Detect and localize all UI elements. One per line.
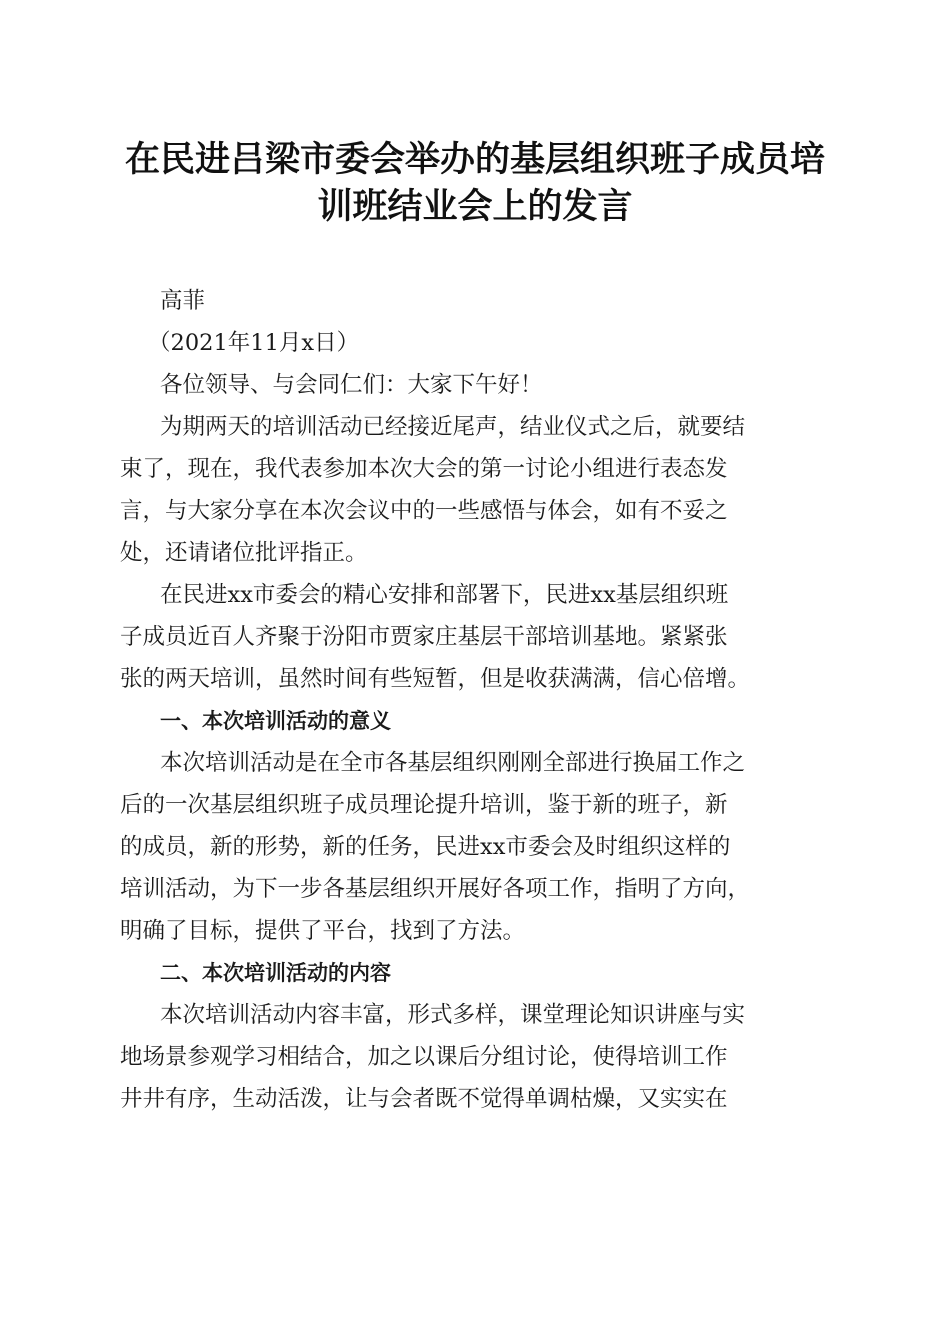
paragraph-4-line-2: 地场景参观学习相结合，加之以课后分组讨论，使得培训工作 — [120, 1044, 728, 1070]
paragraph-3-line-2: 后的一次基层组织班子成员理论提升培训，鉴于新的班子，新 — [120, 792, 728, 818]
paragraph-4 — [120, 994, 832, 1120]
section-heading-1: 一、本次培训活动的意义 — [160, 709, 391, 733]
document-title — [100, 136, 850, 230]
paragraph-2 — [120, 574, 832, 700]
section-heading-2: 二、本次培训活动的内容 — [160, 961, 391, 985]
paragraph-1-line-4: 处，还请诸位批评指正。 — [120, 540, 368, 566]
greeting: 各位领导、与会同仁们：大家下午好！ — [160, 372, 543, 398]
paragraph-1-line-3: 言，与大家分享在本次会议中的一些感悟与体会，如有不妥之 — [120, 498, 728, 524]
author: 高菲 — [160, 288, 206, 314]
paragraph-2-line-2: 子成员近百人齐聚于汾阳市贾家庄基层干部培训基地。紧紧张 — [120, 624, 728, 650]
title-line-1: 在民进吕梁市委会举办的基层组织班子成员培 — [124, 139, 825, 180]
paragraph-2-line-1: 在民进xx市委会的精心安排和部署下，民进xx基层组织班 — [160, 582, 729, 608]
paragraph-1 — [120, 406, 832, 574]
date: （2021年11月x日） — [148, 330, 360, 356]
paragraph-3-line-5: 明确了目标，提供了平台，找到了方法。 — [120, 918, 526, 944]
greeting-line — [120, 364, 832, 406]
paragraph-3 — [120, 742, 832, 952]
paragraph-2-line-3: 张的两天培训，虽然时间有些短暂，但是收获满满，信心倍增。 — [120, 666, 751, 692]
date-line — [120, 322, 832, 364]
title-line-2: 训班结业会上的发言 — [317, 186, 633, 227]
paragraph-3-line-3: 的成员，新的形势，新的任务，民进xx市委会及时组织这样的 — [120, 834, 731, 860]
paragraph-3-line-4: 培训活动，为下一步各基层组织开展好各项工作，指明了方向， — [120, 876, 751, 902]
document-body — [120, 280, 832, 1120]
paragraph-1-line-1: 为期两天的培训活动已经接近尾声，结业仪式之后，就要结 — [160, 414, 746, 440]
paragraph-1-line-2: 束了，现在，我代表参加本次大会的第一讨论小组进行表态发 — [120, 456, 728, 482]
author-line — [120, 280, 832, 322]
paragraph-4-line-3: 井井有序，生动活泼，让与会者既不觉得单调枯燥，又实实在 — [120, 1086, 728, 1112]
paragraph-4-line-1: 本次培训活动内容丰富，形式多样，课堂理论知识讲座与实 — [160, 1002, 746, 1028]
paragraph-3-line-1: 本次培训活动是在全市各基层组织刚刚全部进行换届工作之 — [160, 750, 746, 776]
